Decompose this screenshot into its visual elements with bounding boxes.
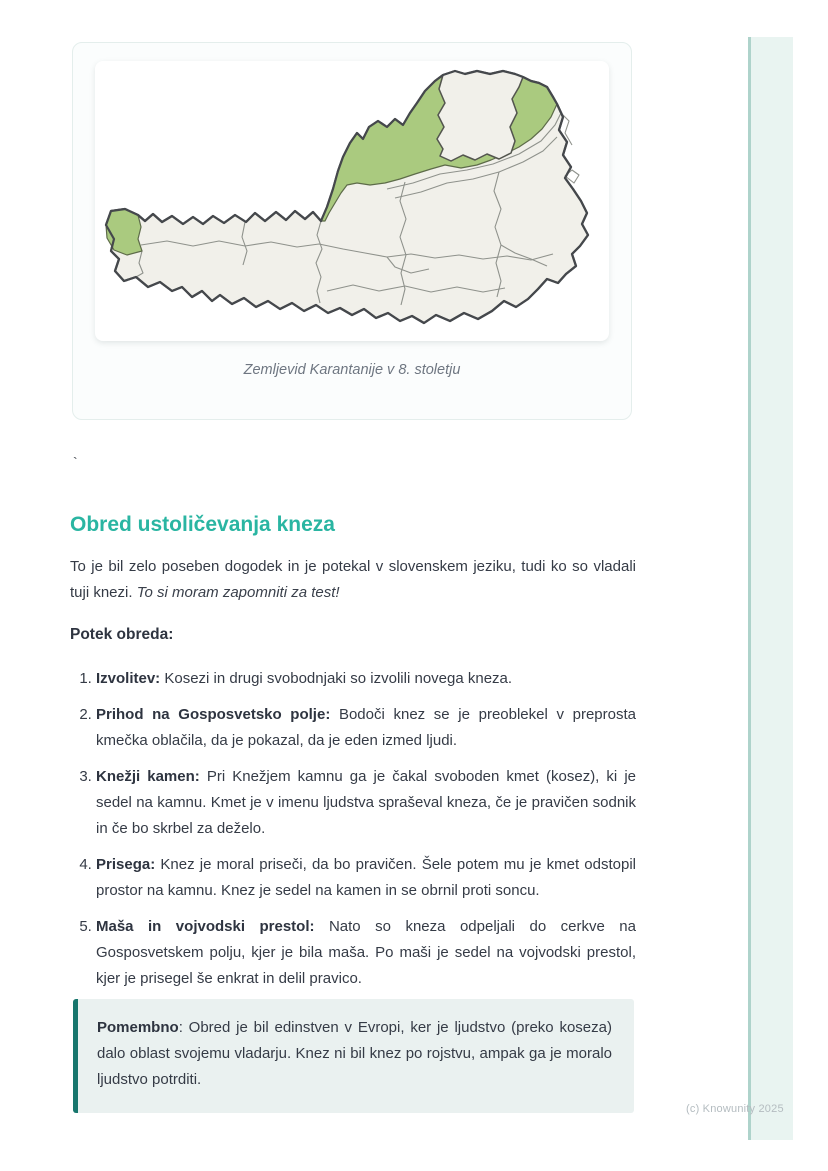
important-callout [73, 999, 634, 1113]
list-item [96, 852, 636, 904]
step-text: Nato so kneza odpeljali do cerkve na Gosposvetskem polju, kjer je bila maša. Po maši je sedel na vojvodski prestol, kjer je prisegel še enkrat in delil pravico. [96, 918, 636, 987]
page-content [70, 0, 637, 1171]
step-text: Bodoči knez se je preoblekel v preprosta kmečka oblačila, da je pokazal, da je eden izmed ljudi. [96, 706, 636, 749]
map-figure-card [72, 42, 632, 420]
step-label: Prihod na Gosposvetsko polje: [96, 706, 331, 723]
list-item [96, 914, 636, 992]
list-item [96, 702, 636, 754]
section-heading: Obred ustoličevanja kneza [70, 513, 335, 536]
ritual-steps-list [70, 666, 636, 992]
step-label: Prisega: [96, 856, 156, 873]
step-label: Maša in vojvodski prestol: [96, 918, 315, 935]
list-title: Potek obreda: [70, 626, 174, 643]
list-item [96, 666, 636, 692]
copyright-watermark: (c) Knowunity 2025 [686, 1103, 784, 1115]
inner-white-region [437, 71, 523, 161]
step-text: Pri Knežjem kamnu ga je čakal svoboden kmet (kosez), ki je sedel na kamnu. Kmet je v imenu ljudstva spraševal kneza, če je pravičen sodnik in če bo skrbel za deželo. [96, 768, 636, 837]
intro-paragraph [70, 554, 636, 606]
intro-regular-text: To je bil zelo poseben dogodek in je potekal v slovenskem jeziku, tudi ko so vladali tuji knezi. [70, 558, 636, 601]
callout-text: : Obred je bil edinstven v Evropi, ker je ljudstvo (preko koseza) dalo oblast svojemu vladarju. Knez ni bil knez po rojstvu, ampak ga je moralo ljudstvo potrditi. [97, 1019, 612, 1088]
step-label: Knežji kamen: [96, 768, 200, 785]
map-image-card [95, 61, 609, 341]
map-caption: Zemljevid Karantanije v 8. stoletju [243, 362, 461, 378]
step-label: Izvolitev: [96, 670, 161, 687]
step-text: Kosezi in drugi svobodnjaki so izvolili novega kneza. [160, 670, 513, 687]
stray-backtick: ` [73, 454, 78, 470]
right-margin-stripe [748, 37, 793, 1140]
step-text: Knez je moral priseči, da bo pravičen. Šele potem mu je kmet odstopil prostor na kamnu. Knez je sedel na kamen in se obrnil proti soncu. [96, 856, 636, 899]
intro-italic-note: To si moram zapomniti za test! [136, 584, 340, 601]
callout-label: Pomembno [97, 1019, 179, 1036]
list-item [96, 764, 636, 842]
austria-map [95, 61, 609, 341]
